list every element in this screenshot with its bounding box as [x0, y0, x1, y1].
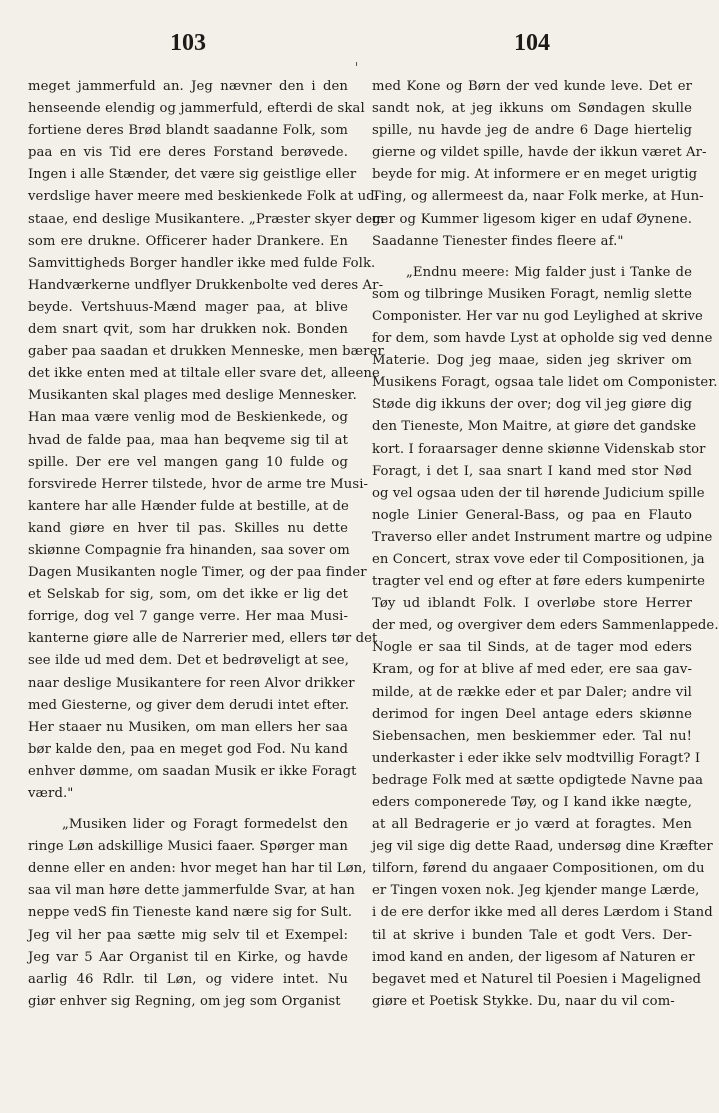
right-text-line: imod kand en anden, der ligesom af Naturen er [372, 949, 695, 965]
left-text-line: et Selskab for sig, som, om det ikke er lig det [28, 587, 348, 603]
right-page [372, 0, 719, 1113]
left-text-line: det ikke enten med at tiltale eller svare det, alleene [28, 366, 380, 382]
right-text-line: kort. I foraarsager denne skiønne Videnskab stor [372, 441, 706, 457]
left-text-line: see ilde ud med dem. Det et bedrøveligt at see, [28, 653, 349, 669]
right-text-line: begavet med et Naturel til Poesien i Mageligned [372, 971, 702, 987]
right-text-line: i de ere derfor ikke med all deres Lærdom i Stand [372, 905, 713, 921]
right-text-line: underkaster i eder ikke selv modtvillig Foragt? I [372, 750, 701, 766]
right-text-line: Traverso eller andet Instrument martre og udpine [372, 529, 713, 545]
left-text-line: Han maa være venlig mod de Beskienkede, og [28, 410, 348, 426]
left-text-line: neppe vedS fin Tieneste kand nære sig for Sult. [28, 905, 353, 921]
right-page-text [372, 76, 719, 1013]
left-page-number: 103 [170, 30, 206, 56]
left-text-line: Ingen i alle Stænder, det være sig geistlige eller [28, 167, 357, 183]
left-text-line: kanterne giøre alle de Narrerier med, ellers tør det [28, 631, 378, 647]
right-text-line: som og tilbringe Musiken Foragt, nemlig slette [372, 286, 692, 302]
right-text-line: bedrage Folk med at sætte opdigtede Navne paa [372, 772, 704, 788]
right-text-line: Componister. Her var nu god Leylighed at skrive [372, 308, 703, 324]
right-page-number: 104 [514, 30, 550, 56]
left-text-line: med Giesterne, og giver dem derudi intet efter. [28, 697, 350, 713]
left-text-line: dem snart qvit, som har drukken nok. Bonden [28, 322, 348, 338]
left-text-line: skiønne Compagnie fra hinanden, saa sover om [28, 542, 350, 558]
left-text-line: „Musiken lider og Foragt formedelst den [62, 817, 348, 833]
left-text-line: verdslige haver meere med beskienkede Folk at ud- [28, 189, 380, 205]
left-page-text [28, 76, 385, 1013]
right-text-line: for dem, som havde Lyst at opholde sig ved denne [372, 331, 713, 347]
right-text-line: er Tingen voxen nok. Jeg kjender mange Lærde, [372, 883, 700, 899]
right-text-line: og vel ogsaa uden der til hørende Judicium spille [372, 485, 705, 501]
left-text-line: hvad de falde paa, maa han beqveme sig til at [28, 432, 348, 448]
right-text-line: milde, at de række eder et par Daler; andre vil [372, 684, 692, 700]
right-text-line: en Concert, strax vove eder til Compositionen, ja [372, 551, 705, 567]
left-text-line: Musikanten skal plages med deslige Mennesker. [28, 388, 357, 404]
left-text-line: ringe Løn adskillige Musici faaer. Spørger man [28, 839, 348, 855]
right-text-line: Tøy ud iblandt Folk. I overløbe store Herrer [372, 596, 692, 612]
right-text-line: Saadanne Tienester findes fleere af." [372, 233, 624, 249]
right-text-line: Siebensachen, men beskiemmer eder. Tal nu! [372, 728, 692, 744]
left-text-line: beyde. Vertshuus-Mænd mager paa, at blive [28, 299, 348, 315]
right-text-line: sandt nok, at jeg ikkuns om Søndagen skulle [372, 101, 692, 117]
right-text-line: med Kone og Børn der ved kunde leve. Det er [372, 79, 692, 94]
left-text-line: saa vil man høre dette jammerfulde Svar, at han [28, 883, 355, 899]
left-text-line: gaber paa saadan et drukken Menneske, men bærer [28, 344, 384, 360]
right-text-line: Musikens Foragt, ogsaa tale lidet om Componister. [372, 375, 718, 391]
left-text-line: Dagen Musikanten nogle Timer, og der paa finder [28, 565, 367, 581]
right-text-line: nogle Linier General-Bass, og paa en Flauto [372, 507, 692, 523]
right-text-line: Ting, og allermeest da, naar Folk merke, at Hun- [372, 189, 704, 205]
right-text-line: Materie. Dog jeg maae, siden jeg skriver om [372, 353, 692, 369]
right-text-line: Støde dig ikkuns der over; dog vil jeg giøre dig [372, 397, 692, 413]
right-text-line: gierne og vildet spille, havde der ikkun været Ar- [372, 145, 707, 161]
right-text-line: giøre et Poetisk Stykke. Du, naar du vil com- [372, 993, 675, 1009]
left-text-line: aarlig 46 Rdlr. til Løn, og videre intet. Nu [28, 971, 348, 987]
left-text-line: Jeg var 5 Aar Organist til en Kirke, og havde [28, 949, 348, 965]
right-text-line: Nogle er saa til Sinds, at de tager mod eders [372, 640, 692, 656]
left-text-line: naar deslige Musikantere for reen Alvor drikker [28, 675, 355, 691]
right-text-line: Foragt, i det I, saa snart I kand med stor Nød [372, 463, 692, 479]
left-page [28, 0, 385, 1113]
left-text-line: Jeg vil her paa sætte mig selv til et Exempel: [28, 927, 348, 943]
right-text-line: der med, og overgiver dem eders Sammenlappede. [372, 618, 719, 634]
left-text-line: bør kalde den, paa en meget god Fod. Nu kand [28, 741, 348, 757]
left-text-line: værd." [28, 786, 74, 801]
right-text-line: eders componerede Tøy, og I kand ikke nægte, [372, 795, 692, 810]
right-text-line: at all Bedragerie er jo værd at foragtes. Men [372, 817, 692, 833]
right-text-line: spille, nu havde jeg de andre 6 Dage hiertelig [372, 123, 692, 139]
left-text-line: henseende elendig og jammerfuld, efterdi de skal [28, 101, 365, 117]
left-text-line: forrige, dog vel 7 gange verre. Her maa Musi- [28, 609, 348, 625]
left-text-line: Her staaer nu Musiken, om man ellers her saa [28, 719, 348, 735]
left-text-line: Handværkerne undflyer Drukkenbolte ved deres Ar- [28, 277, 384, 293]
left-text-line: som ere drukne. Officerer hader Drankere. En [28, 233, 348, 249]
left-text-line: Samvittigheds Borger handler ikke med fulde Folk. [28, 255, 376, 271]
left-text-line: giør enhver sig Regning, om jeg som Organist [28, 993, 341, 1009]
right-text-line: Kram, og for at blive af med eder, ere saa gav- [372, 662, 692, 678]
right-text-line: beyde for mig. At informere er en meget urigtig [372, 167, 698, 183]
right-text-line: tilforn, førend du angaaer Compositionen, om du [372, 861, 705, 877]
right-text-line: den Tieneste, Mon Maitre, at giøre det gandske [372, 419, 697, 435]
left-text-line: kantere har alle Hænder fulde at bestille, at de [28, 498, 349, 514]
right-text-line: „Endnu meere: Mig falder just i Tanke de [406, 264, 692, 280]
left-text-line: forsvirede Herrer tilstede, hvor de arme tre Musi- [28, 476, 369, 492]
gutter-mark [356, 62, 357, 66]
right-text-line: tragter vel end og efter at føre eders kumpenirte [372, 574, 706, 590]
left-text-line: spille. Der ere vel mangen gang 10 fulde og [28, 454, 348, 470]
right-text-line: til at skrive i bunden Tale et godt Vers. Der- [372, 927, 692, 943]
right-text-line: ger og Kummer ligesom kiger en udaf Øynene. [372, 211, 692, 227]
left-text-line: meget jammerfuld an. Jeg nævner den i den [28, 79, 348, 94]
left-text-line: kand giøre en hver til pas. Skilles nu dette [28, 520, 348, 536]
left-text-line: fortiene deres Brød blandt saadanne Folk, som [28, 123, 348, 139]
right-text-line: jeg vil sige dig dette Raad, undersøg dine Kræfter [372, 839, 713, 855]
left-text-line: enhver dømme, om saadan Musik er ikke Foragt [28, 763, 357, 779]
left-text-line: staae, end deslige Musikantere. „Præster skyer dem [28, 211, 385, 227]
right-text-line: derimod for ingen Deel antage eders skiønne [372, 706, 692, 722]
left-text-line: denne eller en anden: hvor meget han har til Løn, [28, 861, 367, 877]
left-text-line: paa en vis Tid ere deres Forstand berøvede. [28, 145, 348, 161]
